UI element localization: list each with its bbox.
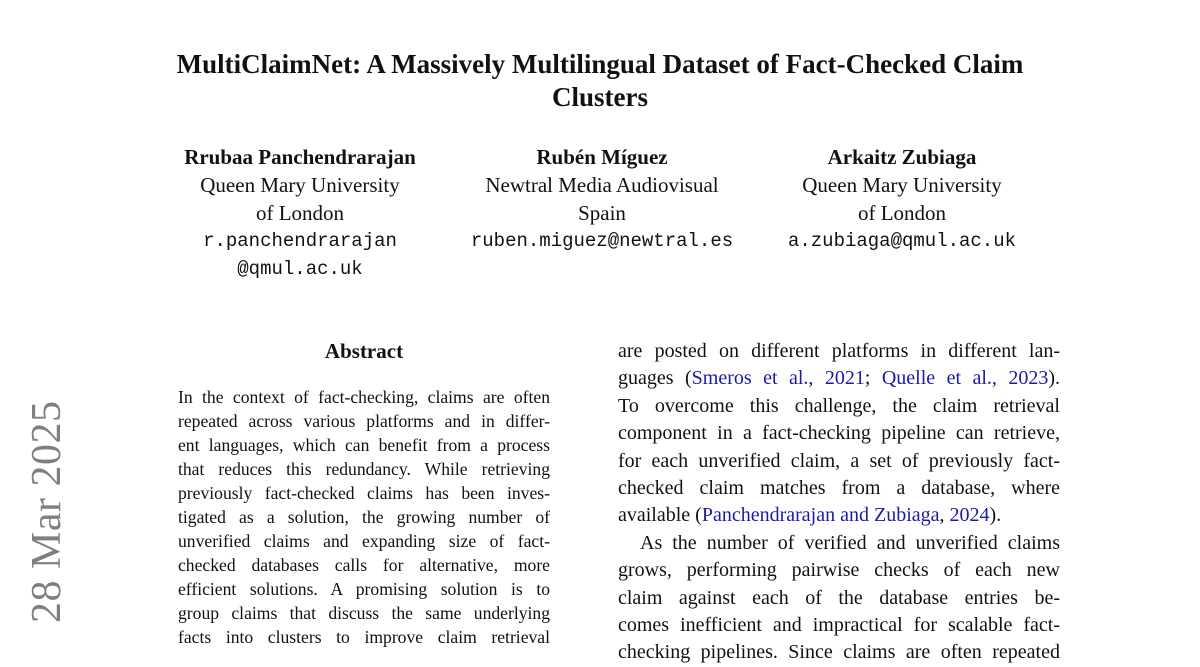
- body-paragraph-2: [618, 530, 1060, 667]
- author-name: Rrubaa Panchendrarajan: [184, 145, 416, 169]
- body-text: ,: [939, 504, 950, 527]
- body-line: grows, performing pairwise checks of each new: [618, 559, 1060, 582]
- abstract-line: unverified claims and expanding size of fact-: [178, 531, 550, 551]
- author-email: ruben.miguez@newtral.es: [470, 230, 734, 252]
- title-line-1: MultiClaimNet: A Massively Multilingual Dataset of Fact-Checked Claim: [176, 49, 1024, 79]
- body-line: are posted on different platforms in different lan-: [618, 340, 1060, 362]
- body-line: for each unverified claim, a set of previously fact-: [618, 449, 1060, 472]
- body-line: As the number of verified and unverified claims: [640, 531, 1060, 554]
- author-email: @qmul.ac.uk: [237, 258, 363, 280]
- body-text: guages (: [618, 367, 692, 390]
- abstract-line: checked databases calls for alternative, more: [178, 555, 550, 575]
- body-line: To overcome this challenge, the claim retrieval: [618, 394, 1060, 417]
- author-name: Arkaitz Zubiaga: [827, 145, 977, 169]
- author-affiliation: Queen Mary University: [802, 173, 1002, 197]
- body-line: [618, 502, 1060, 529]
- body-line: checked claim matches from a database, where: [618, 477, 1060, 500]
- author-miguez: [452, 143, 752, 255]
- citation-quelle-2023[interactable]: Quelle et al., 2023: [881, 367, 1049, 390]
- body-paragraph-1: [618, 338, 1060, 530]
- author-zubiaga: [752, 143, 1052, 255]
- abstract-line: group claims that discuss the same underlying: [178, 603, 550, 623]
- body-line: checking pipelines. Since claims are often repeated: [618, 641, 1060, 664]
- abstract-line: In the context of fact-checking, claims are often: [178, 387, 550, 407]
- citation-smeros-2021[interactable]: Smeros et al., 2021: [691, 367, 865, 390]
- body-text: ).: [989, 504, 1002, 527]
- citation-panchendrarajan-2024[interactable]: Panchendrarajan and Zubiaga: [701, 504, 940, 527]
- abstract-line: that reduces this redundancy. While retrieving: [178, 459, 550, 479]
- author-panchendrarajan: [150, 143, 450, 283]
- abstract-heading: Abstract: [324, 339, 404, 363]
- abstract-line: repeated across various platforms and in differ-: [178, 411, 550, 431]
- body-text: ).: [1048, 367, 1060, 390]
- body-line: comes inefficient and impractical for scalable fact-: [618, 614, 1060, 637]
- author-affiliation: Spain: [578, 201, 626, 225]
- title-line-2: Clusters: [552, 82, 648, 112]
- author-affiliation: of London: [255, 201, 345, 225]
- body-text: available (: [618, 504, 702, 527]
- arxiv-date-stamp: 28 Mar 2025: [24, 400, 70, 623]
- abstract-line: efficient solutions. A promising solution is to: [178, 579, 550, 599]
- abstract-line: previously fact-checked claims has been inves-: [178, 483, 550, 503]
- citation-panchendrarajan-2024-year[interactable]: 2024: [949, 504, 990, 527]
- paper-title: [100, 48, 1100, 114]
- body-column-right: [618, 338, 1060, 667]
- abstract-line: ent languages, which can benefit from a process: [178, 435, 550, 455]
- author-affiliation: Newtral Media Audiovisual: [485, 173, 719, 197]
- abstract-line: facts into clusters to improve claim retrieval: [178, 627, 550, 647]
- author-email: a.zubiaga@qmul.ac.uk: [787, 230, 1017, 252]
- author-block: [0, 143, 1200, 293]
- abstract-line: tigated as a solution, the growing number of: [178, 507, 550, 527]
- author-affiliation: of London: [857, 201, 947, 225]
- body-text: ;: [864, 367, 882, 390]
- abstract-text: [178, 385, 550, 649]
- author-affiliation: Queen Mary University: [200, 173, 400, 197]
- body-line: [618, 365, 1060, 392]
- body-line: claim against each of the database entries be-: [618, 586, 1060, 609]
- author-email: r.panchendrarajan: [203, 230, 397, 252]
- body-line: component in a fact-checking pipeline can retrieve,: [618, 422, 1060, 445]
- author-name: Rubén Míguez: [536, 145, 668, 169]
